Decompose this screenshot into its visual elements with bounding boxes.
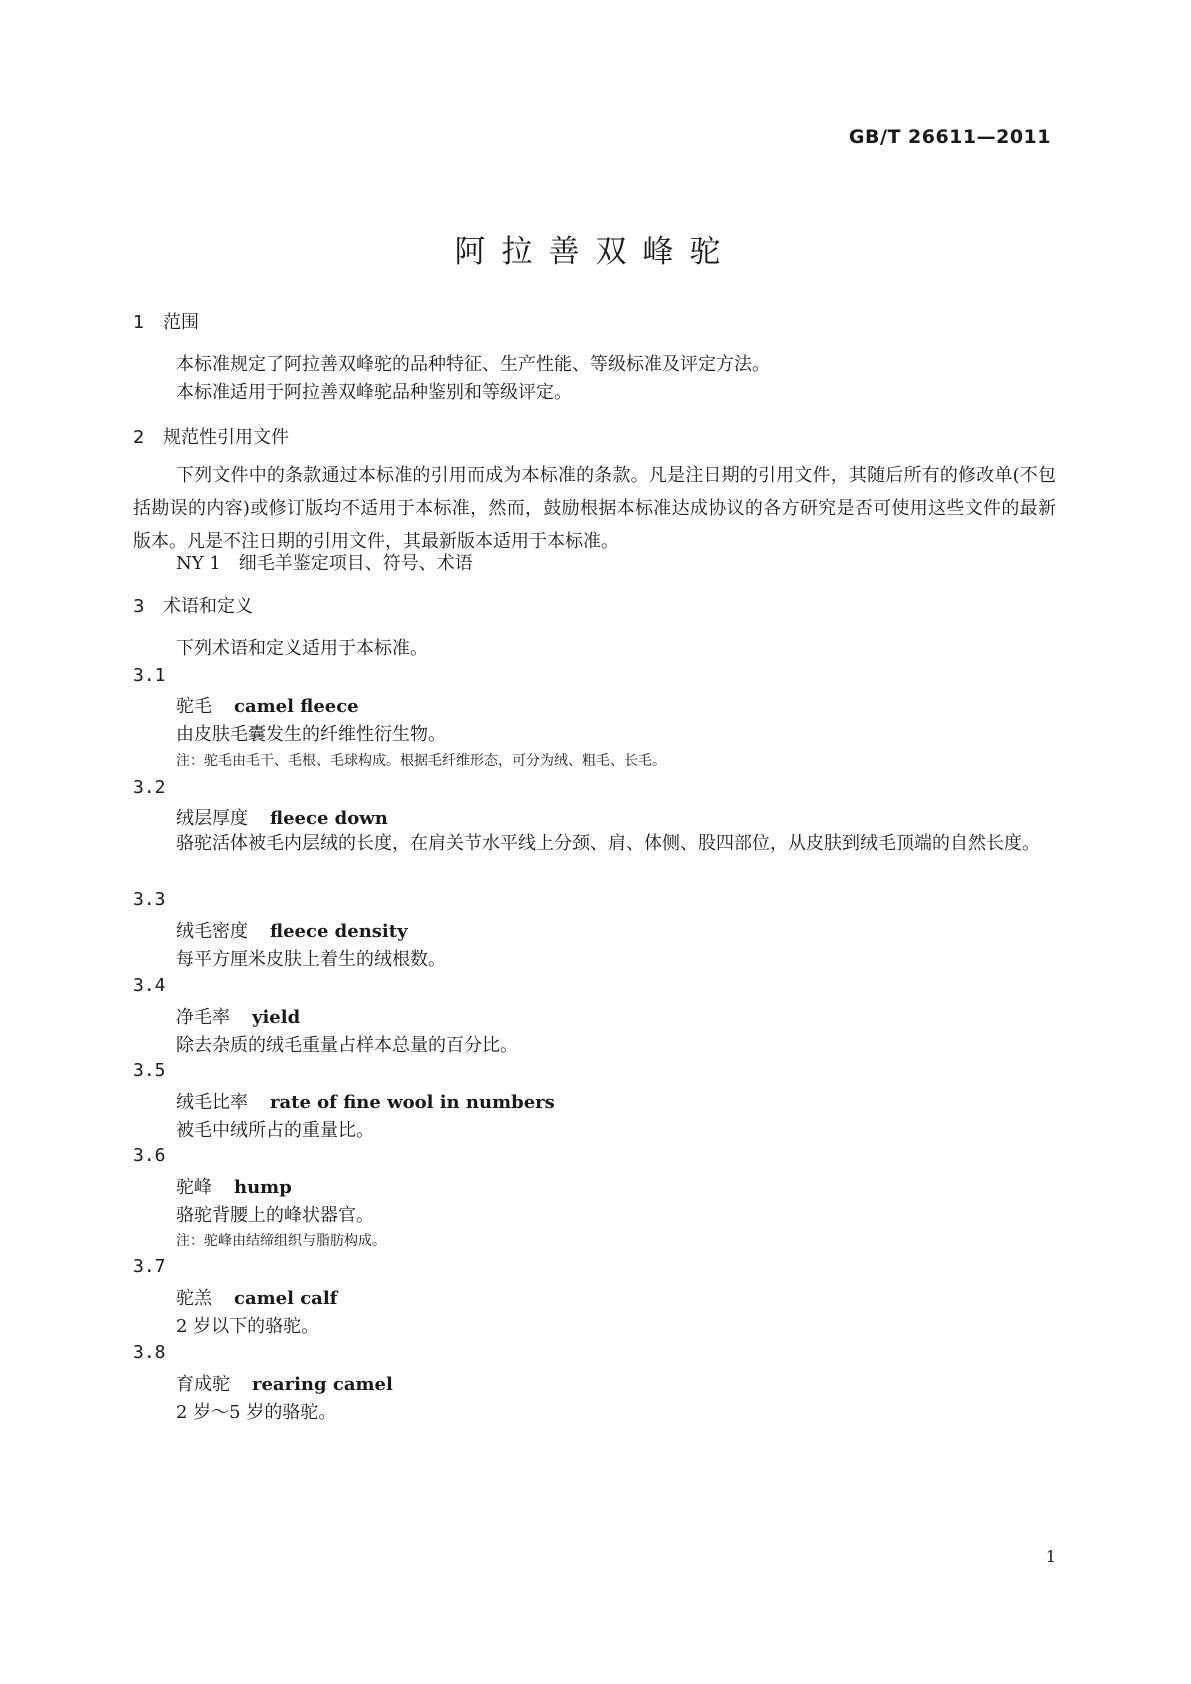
- section-number: 1: [133, 312, 145, 333]
- term-chinese: 净毛率: [176, 1007, 230, 1028]
- clause-number: 3.7: [133, 1256, 166, 1277]
- term-entry: [176, 1088, 555, 1114]
- normative-reference: NY 1 细毛羊鉴定项目、符号、术语: [176, 553, 473, 574]
- section-3-heading: [133, 592, 253, 618]
- section-title: 范围: [163, 312, 199, 333]
- term-definition: 2 岁～5 岁的骆驼。: [176, 1402, 337, 1423]
- page-number: 1: [1045, 1547, 1056, 1566]
- term-english: rate of fine wool in numbers: [270, 1092, 555, 1113]
- term-english: rearing camel: [252, 1374, 393, 1395]
- document-title: 阿拉善双峰驼: [454, 234, 737, 270]
- section-1-heading: [133, 308, 199, 334]
- term-definition: 骆驼活体被毛内层绒的长度，在肩关节水平线上分颈、肩、体侧、股四部位，从皮肤到绒毛顶端的自然长度。: [176, 833, 1040, 854]
- term-definition: 每平方厘米皮肤上着生的绒根数。: [176, 949, 446, 970]
- clause-number: 3.2: [133, 777, 166, 798]
- paragraph: 本标准规定了阿拉善双峰驼的品种特征、生产性能、等级标准及评定方法。: [176, 354, 770, 375]
- term-definition: 骆驼背腰上的峰状器官。: [176, 1205, 374, 1226]
- term-chinese: 绒层厚度: [176, 808, 248, 829]
- term-note: 注：驼毛由毛干、毛根、毛球构成。根据毛纤维形态，可分为绒、粗毛、长毛。: [176, 753, 666, 769]
- term-entry: [176, 692, 359, 718]
- term-entry: [176, 1370, 393, 1396]
- term-definition: 由皮肤毛囊发生的纤维性衍生物。: [176, 724, 446, 745]
- term-chinese: 育成驼: [176, 1374, 230, 1395]
- paragraph: 本标准适用于阿拉善双峰驼品种鉴别和等级评定。: [176, 382, 572, 403]
- term-chinese: 驼羔: [176, 1288, 212, 1309]
- term-english: fleece density: [270, 921, 408, 942]
- paragraph: 下列文件中的条款通过本标准的引用而成为本标准的条款。凡是注日期的引用文件，其随后所有的修改单(不包括勘误的内容)或修订版均不适用于本标准，然而，鼓励根据本标准达成协议的各方研究是否可使用这些文件的最新版本。凡是不注日期的引用文件，其最新版本适用于本标准。: [133, 465, 1056, 552]
- standard-number: GB/T 26611—2011: [848, 126, 1051, 148]
- term-chinese: 绒毛密度: [176, 921, 248, 942]
- term-english: fleece down: [270, 808, 388, 829]
- clause-number: 3.3: [133, 889, 166, 910]
- section-number: 3: [133, 596, 145, 617]
- clause-number: 3.4: [133, 975, 166, 996]
- section-title: 规范性引用文件: [163, 427, 289, 448]
- term-english: camel calf: [234, 1288, 338, 1309]
- section-2-heading: [133, 423, 289, 449]
- term-definition: 被毛中绒所占的重量比。: [176, 1120, 374, 1141]
- term-chinese: 驼毛: [176, 696, 212, 717]
- clause-number: 3.6: [133, 1145, 166, 1166]
- term-chinese: 绒毛比率: [176, 1092, 248, 1113]
- term-chinese: 驼峰: [176, 1177, 212, 1198]
- section-title: 术语和定义: [163, 596, 253, 617]
- section-number: 2: [133, 427, 145, 448]
- term-entry: [176, 917, 408, 943]
- clause-number: 3.8: [133, 1342, 166, 1363]
- paragraph: 下列术语和定义适用于本标准。: [176, 638, 428, 659]
- term-english: yield: [252, 1007, 301, 1028]
- term-definition: 2 岁以下的骆驼。: [176, 1316, 320, 1337]
- term-note: 注：驼峰由结缔组织与脂肪构成。: [176, 1233, 386, 1249]
- clause-number: 3.5: [133, 1060, 166, 1081]
- term-english: hump: [234, 1177, 292, 1198]
- term-definition: 除去杂质的绒毛重量占样本总量的百分比。: [176, 1035, 518, 1056]
- clause-number: 3.1: [133, 665, 166, 686]
- term-english: camel fleece: [234, 696, 359, 717]
- term-entry: [176, 1173, 292, 1199]
- term-entry: [176, 1284, 337, 1310]
- term-entry: [176, 1003, 300, 1029]
